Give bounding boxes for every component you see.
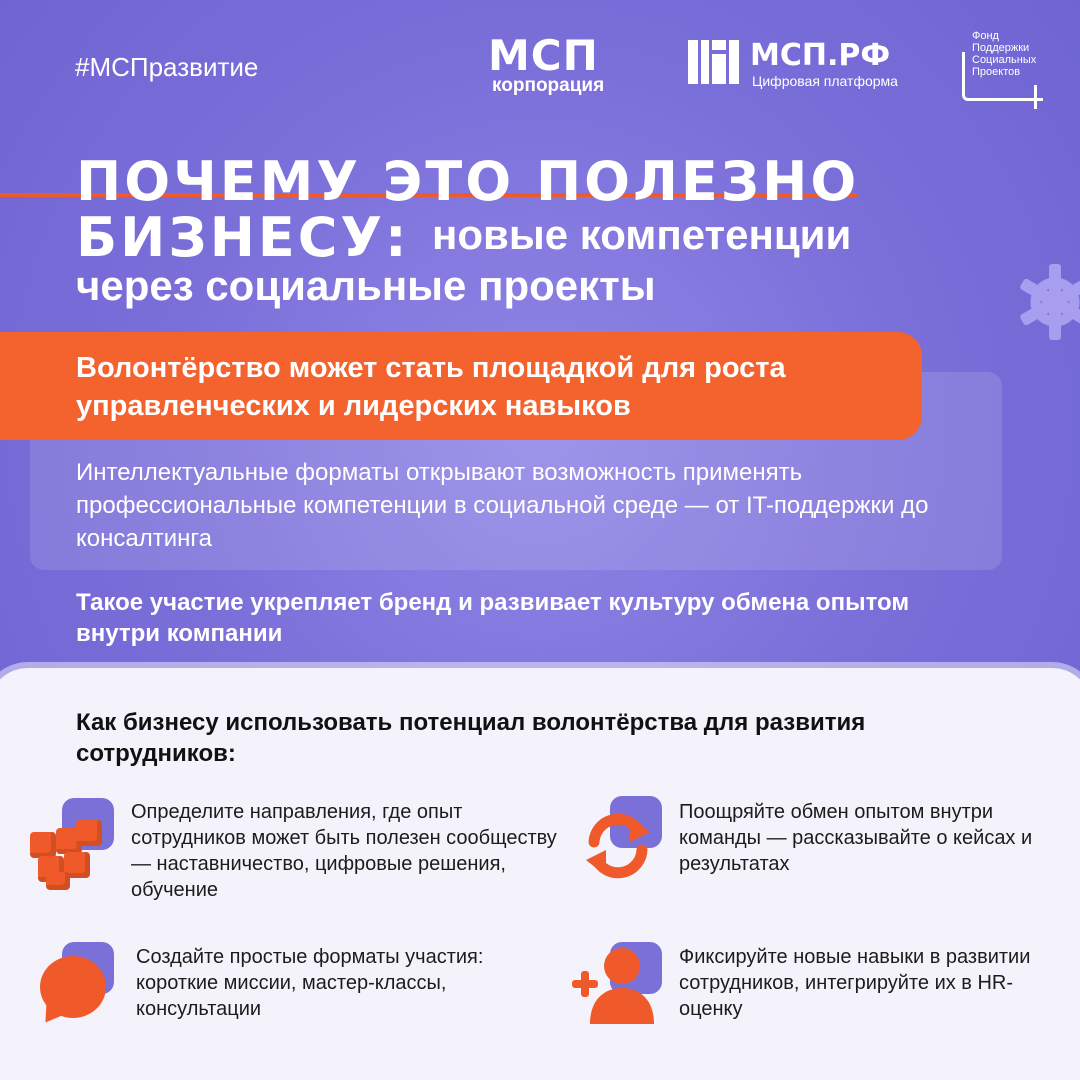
tips-question: Как бизнесу использовать потенциал волонтёрства для развития сотрудников: (76, 709, 866, 767)
title-line-3: через социальные проекты (76, 262, 656, 309)
msp-corporation-logo (488, 31, 638, 96)
logo-rf-name: МСП.РФ (750, 38, 891, 73)
fund-line: Проектов (972, 66, 1021, 78)
title-line-2-caps: БИЗНЕСУ: (76, 206, 410, 269)
brand-text: Такое участие укрепляет бренд и развивает культуру обмена опытом внутри компании (76, 589, 910, 647)
fund-line: Фонд (972, 30, 999, 42)
msp-rf-logo (688, 40, 908, 90)
tip-item: Определите направления, где опыт сотрудников может быть полезен сообществу — наставничество, цифровые решения, обучение (131, 801, 557, 901)
fund-line: Социальных (972, 54, 1037, 66)
msp-rf-mark-icon (688, 40, 740, 84)
logo-msp-main: МСП (488, 31, 599, 80)
social-projects-fund-logo (962, 30, 1062, 105)
hashtag: #МСПразвитие (75, 52, 259, 82)
title-line-1: ПОЧЕМУ ЭТО ПОЛЕЗНО (76, 150, 860, 213)
gear-icon (1015, 262, 1080, 342)
tip-item: Фиксируйте новые навыки в развитии сотрудников, интегрируйте их в HR-оценку (679, 946, 1031, 1020)
tip-item: Создайте простые форматы участия: короткие миссии, мастер-классы, консультации (136, 946, 484, 1020)
tip-item: Поощряйте обмен опытом внутри команды — рассказывайте о кейсах и результатах (679, 801, 1033, 875)
title-line-2-rest: новые компетенции (432, 211, 852, 258)
intel-text: Интеллектуальные форматы открывают возможность применять профессиональные компетенции в социальной среде — от IT-поддержки до консалтинга (76, 459, 929, 552)
logo-rf-sub: Цифровая платформа (752, 73, 898, 89)
logo-msp-sub: корпорация (492, 75, 605, 96)
fund-line: Поддержки (972, 42, 1030, 54)
highlight-text: Волонтёрство может стать площадкой для роста управленческих и лидерских навыков (76, 352, 786, 422)
